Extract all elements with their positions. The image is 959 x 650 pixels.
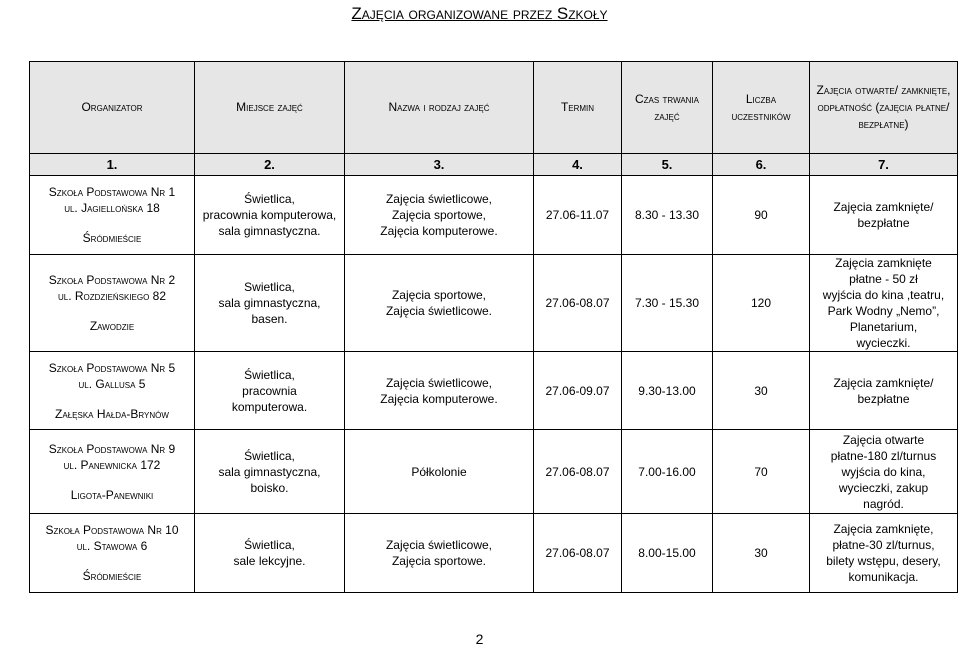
activity-name-cell-line: Zajęcia sportowe, [391, 288, 487, 302]
access-fee-cell [810, 430, 958, 514]
participants-cell: 30 [713, 352, 810, 430]
place-cell-line: Świetlica, [244, 538, 295, 552]
access-fee-cell-line: płatne-30 zl/turnus, [832, 538, 935, 552]
district-name: Śródmieście [82, 231, 142, 245]
spacer [32, 304, 192, 318]
activity-name-cell [345, 514, 534, 593]
place-cell-line: basen. [251, 312, 288, 326]
school-name: Szkoła Podstawowa Nr 5 [48, 360, 176, 375]
spacer [32, 554, 192, 568]
activity-name-cell-line: Zajęcia komputerowe. [380, 224, 498, 238]
school-name: Szkoła Podstawowa Nr 1 [48, 185, 176, 199]
time-span-cell: 8.00-15.00 [622, 514, 713, 593]
header-organizator: Organizator [30, 62, 195, 154]
date-range-cell: 27.06-08.07 [534, 255, 622, 352]
access-fee-cell-line: Park Wodny „Nemo”, [827, 304, 940, 318]
school-address: ul. Jagiellońska 18 [64, 201, 160, 215]
access-fee-cell [810, 255, 958, 352]
place-cell-line: sala gimnastyczna, [218, 296, 321, 310]
activity-name-cell [345, 176, 534, 255]
access-fee-cell-line: Zajęcia zamknięte, [833, 522, 934, 536]
access-fee-cell-line: wycieczki, zakup [838, 480, 929, 495]
table-body [30, 176, 958, 593]
access-fee-cell-line: wyjścia do kina ,teatru, [822, 288, 945, 302]
access-fee-cell-line: wyjścia do kina, [841, 464, 926, 479]
district-name: Zawodzie [89, 319, 135, 333]
school-name: Szkoła Podstawowa Nr 2 [48, 273, 176, 287]
access-fee-cell [810, 176, 958, 255]
activity-name-cell [345, 430, 534, 514]
place-cell [195, 430, 345, 514]
column-number: 5. [622, 154, 713, 176]
district-name: Ligota-Panewniki [70, 487, 154, 502]
school-address: ul. Rozdzieńskiego 82 [57, 289, 167, 303]
school-name: Szkoła Podstawowa Nr 10 [45, 523, 179, 537]
time-span-cell: 7.30 - 15.30 [622, 255, 713, 352]
access-fee-cell-line: bezpłatne [857, 216, 910, 230]
activity-name-cell-line: Zajęcia świetlicowe, [385, 192, 493, 206]
school-address: ul. Panewnicka 172 [63, 457, 161, 472]
place-cell-line: Świetlica, [244, 448, 295, 463]
page-number: 2 [475, 631, 484, 647]
organizer-cell [30, 514, 195, 593]
place-cell-line: sale lekcyjne. [233, 554, 306, 568]
access-fee-cell-line: komunikacja. [848, 570, 919, 584]
activity-name-cell-line: Zajęcia świetlicowe, [385, 538, 493, 552]
place-cell-line: sala gimnastyczna. [218, 224, 321, 238]
date-range-cell: 27.06-08.07 [534, 514, 622, 593]
activity-name-cell-line: Półkolonie [411, 464, 467, 479]
spacer [32, 392, 192, 406]
access-fee-cell-line: bilety wstępu, desery, [826, 554, 941, 568]
place-cell-line: Swietlica, [244, 280, 295, 294]
school-address: ul. Gallusa 5 [78, 376, 146, 391]
activity-name-cell [345, 352, 534, 430]
table-row [30, 176, 958, 255]
column-number: 2. [195, 154, 345, 176]
place-cell-line: Świetlica, [244, 192, 295, 206]
table-row [30, 352, 958, 430]
place-cell-line: pracownia komputerowa, [202, 208, 337, 222]
participants-cell: 30 [713, 514, 810, 593]
activity-name-cell-line: Zajęcia świetlicowe. [385, 304, 493, 318]
organizer-cell [30, 352, 195, 430]
activity-name-cell-line: Zajęcia sportowe, [391, 208, 487, 222]
document-title: Zajęcia organizowane przez Szkoły [351, 4, 608, 23]
activity-name-cell-line: Zajęcia sportowe. [391, 554, 487, 568]
place-cell [195, 352, 345, 430]
access-fee-cell-line: Planetarium, [849, 320, 918, 334]
access-fee-cell-line: płatne - 50 zł [849, 272, 918, 286]
date-range-cell: 27.06-11.07 [534, 176, 622, 255]
place-cell-line: boisko. [250, 480, 289, 495]
header-czas: Czas trwania zajęć [622, 62, 713, 154]
access-fee-cell-line: Zajęcia otwarte [842, 432, 925, 447]
header-termin: Termin [534, 62, 622, 154]
header-row [30, 62, 958, 154]
place-cell-line: pracownia [242, 383, 297, 398]
school-name: Szkoła Podstawowa Nr 9 [48, 441, 176, 456]
column-number: 6. [713, 154, 810, 176]
participants-cell: 120 [713, 255, 810, 352]
place-cell [195, 514, 345, 593]
column-number: 1. [30, 154, 195, 176]
place-cell-line: sala gimnastyczna, [218, 464, 321, 479]
header-miejsce: Miejsce zajęć [195, 62, 345, 154]
place-cell-line: Świetlica, [244, 367, 295, 382]
spacer [32, 216, 192, 230]
access-fee-cell-line: Zajęcia zamknięte [835, 256, 932, 270]
access-fee-cell-line: wycieczki. [856, 336, 911, 350]
access-fee-cell-line: bezpłatne [857, 391, 910, 406]
organizer-cell [30, 255, 195, 352]
school-address: ul. Stawowa 6 [76, 539, 148, 553]
activity-name-cell-line: Zajęcia komputerowe. [380, 391, 498, 406]
organizer-cell [30, 430, 195, 514]
activity-name-cell-line: Zajęcia świetlicowe, [385, 375, 493, 390]
table-row [30, 255, 958, 352]
column-number: 4. [534, 154, 622, 176]
participants-cell: 90 [713, 176, 810, 255]
header-nazwa: Nazwa i rodzaj zajęć [345, 62, 534, 154]
place-cell [195, 176, 345, 255]
activities-table [29, 61, 958, 593]
column-number: 3. [345, 154, 534, 176]
place-cell-line: komputerowa. [231, 399, 308, 414]
spacer [32, 473, 192, 487]
header-liczba: Liczba uczestników [713, 62, 810, 154]
access-fee-cell-line: nagród. [863, 496, 904, 511]
activity-name-cell [345, 255, 534, 352]
column-number: 7. [810, 154, 958, 176]
participants-cell: 70 [713, 430, 810, 514]
time-span-cell: 7.00-16.00 [622, 430, 713, 514]
access-fee-cell [810, 352, 958, 430]
date-range-cell: 27.06-09.07 [534, 352, 622, 430]
header-zajecia: Zajęcia otwarte/ zamknięte, odpłatność (zajęcia płatne/ bezpłatne) [810, 62, 958, 154]
access-fee-cell-line: Zajęcia zamknięte/ [833, 375, 934, 390]
organizer-cell [30, 176, 195, 255]
district-name: Załęska Hałda-Brynów [55, 406, 169, 421]
place-cell [195, 255, 345, 352]
table-row [30, 430, 958, 514]
access-fee-cell-line: Zajęcia zamknięte/ [833, 200, 934, 214]
date-range-cell: 27.06-08.07 [534, 430, 622, 514]
district-name: Śródmieście [82, 569, 142, 583]
table-row [30, 514, 958, 593]
column-number-row [30, 154, 958, 176]
access-fee-cell-line: płatne-180 zl/turnus [830, 448, 937, 463]
time-span-cell: 9.30-13.00 [622, 352, 713, 430]
time-span-cell: 8.30 - 13.30 [622, 176, 713, 255]
access-fee-cell [810, 514, 958, 593]
